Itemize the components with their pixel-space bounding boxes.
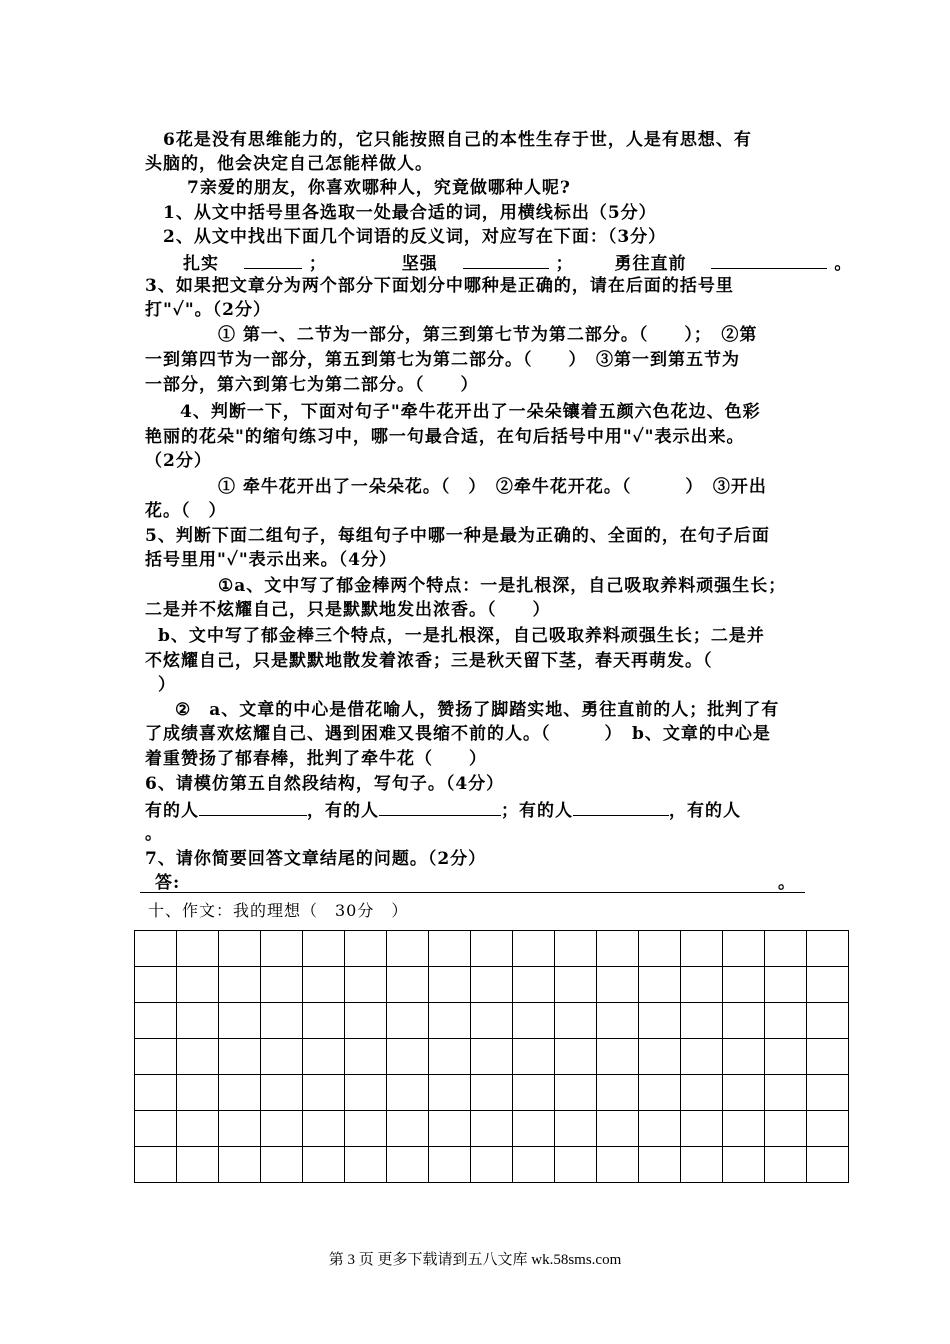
grid-cell[interactable] bbox=[639, 967, 681, 1003]
grid-cell[interactable] bbox=[513, 967, 555, 1003]
grid-cell[interactable] bbox=[345, 931, 387, 967]
grid-cell[interactable] bbox=[597, 931, 639, 967]
grid-cell[interactable] bbox=[303, 1111, 345, 1147]
grid-cell[interactable] bbox=[135, 931, 177, 967]
grid-cell[interactable] bbox=[639, 1003, 681, 1039]
grid-cell[interactable] bbox=[261, 1111, 303, 1147]
grid-cell[interactable] bbox=[681, 967, 723, 1003]
grid-cell[interactable] bbox=[429, 931, 471, 967]
antonym-end: 。 bbox=[834, 254, 853, 274]
grid-cell[interactable] bbox=[471, 967, 513, 1003]
grid-cell[interactable] bbox=[639, 1147, 681, 1183]
grid-cell[interactable] bbox=[219, 1111, 261, 1147]
grid-cell[interactable] bbox=[555, 1111, 597, 1147]
grid-cell[interactable] bbox=[177, 931, 219, 967]
question-3: 3、如果把文章分为两个部分下面划分中哪种是正确的，请在后面的括号里 bbox=[145, 276, 734, 296]
imitate-blank-2[interactable] bbox=[379, 797, 501, 816]
grid-cell[interactable] bbox=[303, 1147, 345, 1183]
question-5-1b-b: 不炫耀自己，只是默默地散发着浓香；三是秋天留下茎，春天再萌发。（ bbox=[145, 651, 713, 671]
antonym-sep-1: ； bbox=[308, 254, 327, 274]
grid-cell[interactable] bbox=[765, 1039, 807, 1075]
grid-cell[interactable] bbox=[807, 1147, 849, 1183]
grid-cell[interactable] bbox=[261, 1075, 303, 1111]
imitate-row bbox=[145, 797, 741, 823]
grid-cell[interactable] bbox=[681, 1147, 723, 1183]
grid-cell[interactable] bbox=[807, 1003, 849, 1039]
grid-cell[interactable] bbox=[555, 1075, 597, 1111]
grid-cell[interactable] bbox=[597, 967, 639, 1003]
grid-row bbox=[135, 931, 849, 967]
grid-cell[interactable] bbox=[807, 1111, 849, 1147]
grid-cell[interactable] bbox=[303, 1003, 345, 1039]
grid-cell[interactable] bbox=[597, 1111, 639, 1147]
grid-cell[interactable] bbox=[597, 1147, 639, 1183]
grid-cell[interactable] bbox=[387, 1003, 429, 1039]
grid-cell[interactable] bbox=[681, 1003, 723, 1039]
grid-row bbox=[135, 1003, 849, 1039]
question-1: 1、从文中括号里各选取一处最合适的词，用横线标出（5分） bbox=[163, 203, 657, 223]
grid-cell[interactable] bbox=[471, 1039, 513, 1075]
grid-cell[interactable] bbox=[219, 1075, 261, 1111]
antonym-blank-3[interactable] bbox=[711, 250, 827, 269]
question-3-b: 打"✓"。（2分） bbox=[145, 300, 272, 320]
question-3-opt-1: ① 第一、二节为一部分，第三到第七节为第二部分。（ ）； ②第 bbox=[218, 325, 758, 345]
grid-cell[interactable] bbox=[135, 1039, 177, 1075]
question-5-b: 括号里用"✓"表示出来。（4分） bbox=[145, 550, 398, 570]
grid-cell[interactable] bbox=[723, 967, 765, 1003]
grid-cell[interactable] bbox=[513, 1003, 555, 1039]
grid-row bbox=[135, 1147, 849, 1183]
imitate-part-4: ，有的人 bbox=[669, 801, 741, 821]
grid-cell[interactable] bbox=[513, 1111, 555, 1147]
grid-cell[interactable] bbox=[177, 1111, 219, 1147]
answer-label: 答: bbox=[155, 873, 181, 893]
grid-row bbox=[135, 1075, 849, 1111]
antonym-blank-1[interactable] bbox=[244, 250, 302, 269]
grid-cell[interactable] bbox=[345, 967, 387, 1003]
grid-cell[interactable] bbox=[723, 1003, 765, 1039]
question-5-1a-b: 二是并不炫耀自己，只是默默地发出浓香。（ ） bbox=[145, 600, 551, 620]
grid-cell[interactable] bbox=[387, 931, 429, 967]
grid-cell[interactable] bbox=[471, 931, 513, 967]
grid-cell[interactable] bbox=[639, 931, 681, 967]
grid-cell[interactable] bbox=[345, 1147, 387, 1183]
question-2: 2、从文中找出下面几个词语的反义词，对应写在下面：（3分） bbox=[163, 227, 667, 247]
grid-cell[interactable] bbox=[471, 1075, 513, 1111]
grid-cell[interactable] bbox=[219, 1147, 261, 1183]
question-7: 7、请你简要回答文章结尾的问题。（2分） bbox=[145, 849, 487, 869]
grid-cell[interactable] bbox=[681, 1075, 723, 1111]
grid-row bbox=[135, 1039, 849, 1075]
antonym-sep-2: ； bbox=[555, 254, 574, 274]
grid-cell[interactable] bbox=[807, 1039, 849, 1075]
antonym-word-3: 勇往直前 bbox=[614, 254, 687, 274]
grid-cell[interactable] bbox=[807, 967, 849, 1003]
grid-cell[interactable] bbox=[555, 1039, 597, 1075]
answer-end: 。 bbox=[778, 873, 796, 893]
grid-cell[interactable] bbox=[597, 1075, 639, 1111]
answer-line[interactable] bbox=[140, 892, 805, 893]
line-3: 7亲爱的朋友，你喜欢哪种人，究竟做哪种人呢? bbox=[187, 178, 571, 198]
grid-cell[interactable] bbox=[513, 931, 555, 967]
grid-cell[interactable] bbox=[807, 931, 849, 967]
imitate-end: 。 bbox=[145, 824, 163, 844]
grid-cell[interactable] bbox=[219, 931, 261, 967]
grid-cell[interactable] bbox=[765, 967, 807, 1003]
grid-cell[interactable] bbox=[555, 1147, 597, 1183]
grid-cell[interactable] bbox=[303, 1039, 345, 1075]
grid-cell[interactable] bbox=[135, 1075, 177, 1111]
grid-cell[interactable] bbox=[723, 1075, 765, 1111]
grid-cell[interactable] bbox=[513, 1075, 555, 1111]
grid-cell[interactable] bbox=[807, 1075, 849, 1111]
grid-cell[interactable] bbox=[387, 1039, 429, 1075]
imitate-part-2: ，有的人 bbox=[307, 801, 379, 821]
question-5-1b: b、文中写了郁金棒三个特点，一是扎根深，自己吸取养料顽强生长；二是并 bbox=[158, 626, 765, 646]
grid-cell[interactable] bbox=[513, 1039, 555, 1075]
grid-cell[interactable] bbox=[765, 931, 807, 967]
grid-cell[interactable] bbox=[429, 1039, 471, 1075]
grid-cell[interactable] bbox=[429, 1003, 471, 1039]
imitate-part-1: 有的人 bbox=[145, 801, 199, 821]
grid-cell[interactable] bbox=[177, 1075, 219, 1111]
grid-cell[interactable] bbox=[261, 967, 303, 1003]
question-5: 5、判断下面二组句子，每组句子中哪一种是最为正确的、全面的，在句子后面 bbox=[145, 526, 770, 546]
question-6: 6、请模仿第五自然段结构，写句子。（4分） bbox=[145, 774, 505, 794]
grid-cell[interactable] bbox=[345, 1111, 387, 1147]
grid-cell[interactable] bbox=[261, 1003, 303, 1039]
grid-cell[interactable] bbox=[471, 1147, 513, 1183]
grid-cell[interactable] bbox=[765, 1075, 807, 1111]
grid-cell[interactable] bbox=[303, 1075, 345, 1111]
grid-cell[interactable] bbox=[177, 1147, 219, 1183]
grid-cell[interactable] bbox=[723, 1111, 765, 1147]
grid-cell[interactable] bbox=[681, 1039, 723, 1075]
question-4-c: （2分） bbox=[145, 451, 212, 471]
grid-cell[interactable] bbox=[597, 1003, 639, 1039]
grid-cell[interactable] bbox=[387, 967, 429, 1003]
grid-row bbox=[135, 1111, 849, 1147]
grid-cell[interactable] bbox=[639, 1111, 681, 1147]
grid-cell[interactable] bbox=[681, 1111, 723, 1147]
grid-cell[interactable] bbox=[345, 1003, 387, 1039]
question-3-opt-3: 一部分，第六到第七为第二部分。（ ） bbox=[145, 375, 479, 395]
grid-cell[interactable] bbox=[387, 1147, 429, 1183]
grid-cell[interactable] bbox=[429, 1111, 471, 1147]
grid-cell[interactable] bbox=[219, 967, 261, 1003]
imitate-part-3: ；有的人 bbox=[501, 801, 573, 821]
grid-cell[interactable] bbox=[345, 1075, 387, 1111]
grid-cell[interactable] bbox=[429, 967, 471, 1003]
grid-cell[interactable] bbox=[135, 1147, 177, 1183]
question-5-2b: 着重赞扬了郁春棒，批判了牵牛花（ ） bbox=[145, 749, 487, 769]
grid-cell[interactable] bbox=[261, 931, 303, 967]
grid-cell[interactable] bbox=[555, 967, 597, 1003]
grid-cell[interactable] bbox=[765, 1111, 807, 1147]
grid-cell[interactable] bbox=[261, 1147, 303, 1183]
grid-cell[interactable] bbox=[387, 1075, 429, 1111]
grid-cell[interactable] bbox=[471, 1003, 513, 1039]
line-2: 头脑的，他会决定自己怎能样做人。 bbox=[145, 154, 433, 174]
grid-row bbox=[135, 967, 849, 1003]
grid-cell[interactable] bbox=[723, 1039, 765, 1075]
grid-cell[interactable] bbox=[723, 931, 765, 967]
question-3-opt-2: 一到第四节为一部分，第五到第七为第二部分。（ ） ③第一到第五节为 bbox=[145, 350, 740, 370]
composition-grid[interactable] bbox=[134, 930, 849, 1183]
footer: 第 3 页 更多下载请到五八文库 wk.58sms.com bbox=[328, 1252, 622, 1268]
grid-cell[interactable] bbox=[429, 1147, 471, 1183]
grid-cell[interactable] bbox=[219, 1039, 261, 1075]
grid-cell[interactable] bbox=[723, 1147, 765, 1183]
grid-cell[interactable] bbox=[135, 1003, 177, 1039]
question-5-1b-c: ） bbox=[158, 675, 176, 695]
grid-cell[interactable] bbox=[303, 967, 345, 1003]
grid-cell[interactable] bbox=[639, 1039, 681, 1075]
antonym-word-1: 扎实 bbox=[183, 254, 219, 274]
grid-cell[interactable] bbox=[471, 1111, 513, 1147]
grid-cell[interactable] bbox=[429, 1075, 471, 1111]
imitate-blank-1[interactable] bbox=[199, 797, 307, 816]
antonym-row bbox=[183, 250, 852, 276]
question-4: 4、判断一下，下面对句子"牵牛花开出了一朵朵镶着五颜六色花边、色彩 bbox=[180, 402, 761, 422]
question-5-2a: ② a、文章的中心是借花喻人，赞扬了脚踏实地、勇往直前的人；批判了有 bbox=[175, 700, 780, 720]
grid-cell[interactable] bbox=[219, 1003, 261, 1039]
grid-cell[interactable] bbox=[135, 967, 177, 1003]
grid-cell[interactable] bbox=[513, 1147, 555, 1183]
question-5-1a: ①a、文中写了郁金棒两个特点：一是扎根深，自己吸取养料顽强生长； bbox=[218, 576, 787, 596]
question-4-b: 艳丽的花朵"的缩句练习中，哪一句最合适，在句后括号中用"✓"表示出来。 bbox=[145, 427, 745, 447]
grid-cell[interactable] bbox=[303, 931, 345, 967]
grid-cell[interactable] bbox=[555, 931, 597, 967]
grid-cell[interactable] bbox=[261, 1039, 303, 1075]
antonym-blank-2[interactable] bbox=[463, 250, 549, 269]
grid-cell[interactable] bbox=[765, 1147, 807, 1183]
grid-cell[interactable] bbox=[387, 1111, 429, 1147]
grid-cell[interactable] bbox=[177, 1003, 219, 1039]
question-4-opt-2: 花。（ ） bbox=[145, 501, 227, 521]
grid-cell[interactable] bbox=[135, 1111, 177, 1147]
grid-cell[interactable] bbox=[639, 1075, 681, 1111]
imitate-blank-3[interactable] bbox=[573, 797, 669, 816]
grid-cell[interactable] bbox=[681, 931, 723, 967]
question-5-2a-b: 了成绩喜欢炫耀自己、遇到困难又畏缩不前的人。（ ） b、文章的中心是 bbox=[145, 724, 771, 744]
question-4-opt-1: ① 牵牛花开出了一朵朵花。（ ） ②牵牛花开花。（ ） ③开出 bbox=[218, 477, 767, 497]
grid-cell[interactable] bbox=[555, 1003, 597, 1039]
grid-cell[interactable] bbox=[177, 967, 219, 1003]
antonym-word-2: 坚强 bbox=[401, 254, 438, 274]
composition-title: 十、作文：我的理想（ 30分 ） bbox=[148, 901, 409, 920]
line-1: 6花是没有思维能力的，它只能按照自己的本性生存于世，人是有思想、有 bbox=[163, 130, 752, 150]
grid-cell[interactable] bbox=[765, 1003, 807, 1039]
grid-cell[interactable] bbox=[345, 1039, 387, 1075]
grid-cell[interactable] bbox=[177, 1039, 219, 1075]
grid-cell[interactable] bbox=[597, 1039, 639, 1075]
